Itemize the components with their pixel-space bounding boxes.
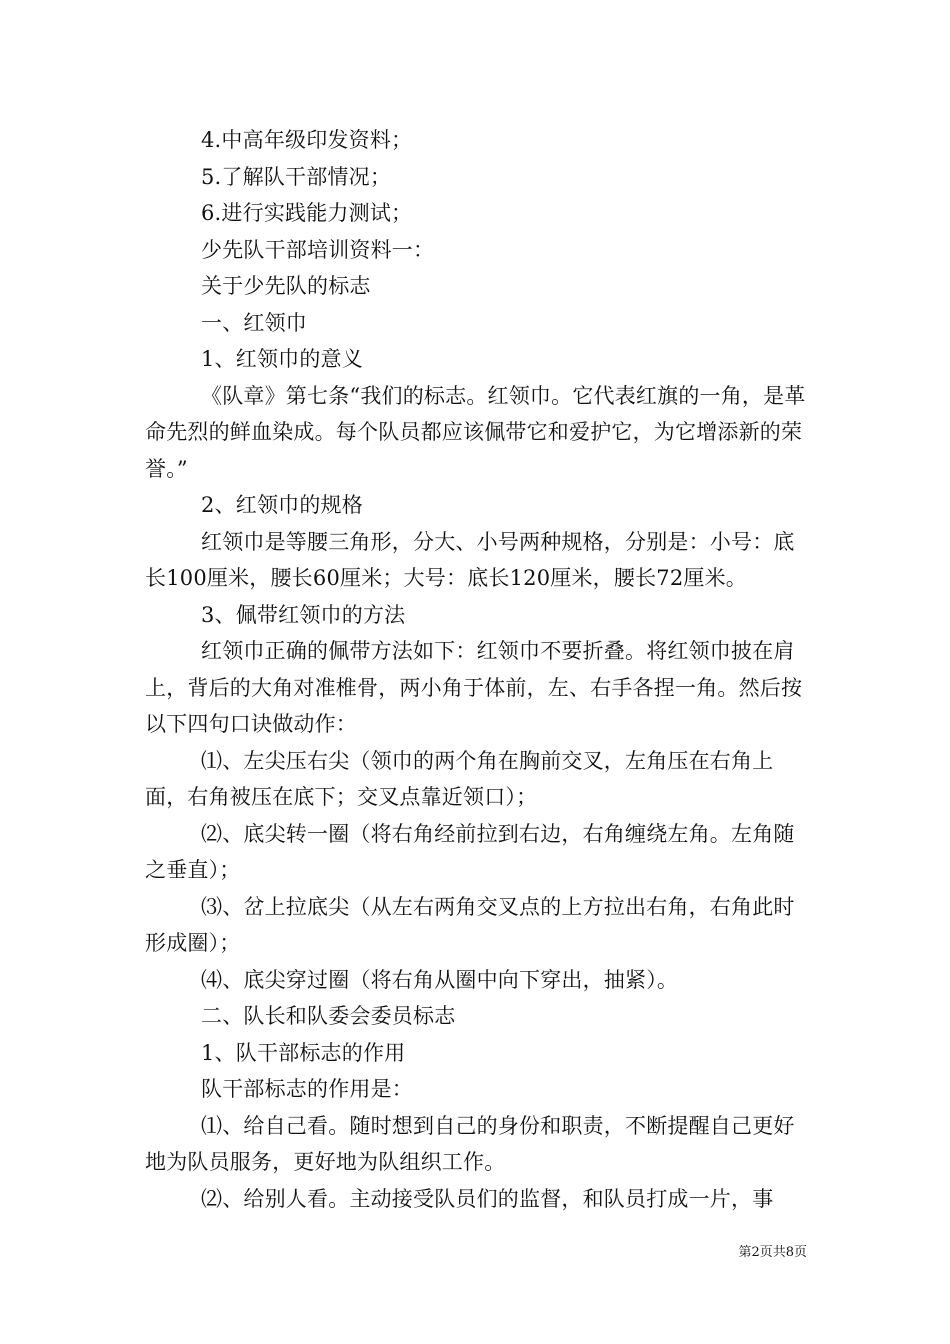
paragraph: 5.了解队干部情况； xyxy=(201,164,392,189)
heading-2: 1、队干部标志的作用 xyxy=(201,1040,406,1065)
heading-2: 2、红领巾的规格 xyxy=(201,493,363,517)
heading-2: 1、红领巾的意义 xyxy=(201,347,363,371)
heading-1: 一、红领巾 xyxy=(201,310,307,335)
heading-2: 3、佩带红领巾的方法 xyxy=(201,602,406,627)
paragraph: 红领巾正确的佩带方法如下：红领巾不要折叠。将红领巾披在肩上，背后的大角对准椎骨，两小角于体前，左、右手各捏一角。然后按以下四句口诀做动作： xyxy=(145,639,803,736)
section-title: 关于少先队的标志 xyxy=(201,274,371,298)
document-body xyxy=(145,122,810,1217)
paragraph: 6.进行实践能力测试； xyxy=(201,201,413,225)
list-item: ⑴、给自己看。随时想到自己的身份和职责，不断提醒自己更好地为队员服务，更好地为队组织工作。 xyxy=(145,1113,795,1174)
heading-1: 二、队长和队委会委员标志 xyxy=(201,1004,456,1028)
list-item: ⑷、底尖穿过圈（将右角从圈中向下穿出，抽紧）。 xyxy=(201,967,679,992)
paragraph: 红领巾是等腰三角形，分大、小号两种规格，分别是：小号：底长100厘米，腰长60厘米；大号：底长120厘米，腰长72厘米。 xyxy=(145,529,795,590)
list-item: ⑵、底尖转一圈（将右角经前拉到右边，右角缠绕左角。左角随之垂直）； xyxy=(145,821,795,882)
paragraph: 4.中高年级印发资料； xyxy=(201,128,413,152)
list-item: ⑵、给别人看。主动接受队员们的监督，和队员打成一片，事 xyxy=(201,1186,774,1211)
list-item: ⑴、左尖压右尖（领巾的两个角在胸前交叉，左角压在右角上面，右角被压在底下；交叉点靠近领口）； xyxy=(145,748,774,809)
paragraph: 《队章》第七条“我们的标志。红领巾。它代表红旗的一角，是革命先烈的鲜血染成。每个队员都应该佩带它和爱护它，为它增添新的荣誉。” xyxy=(145,383,806,481)
paragraph: 少先队干部培训资料一： xyxy=(201,237,435,262)
paragraph: 队干部标志的作用是： xyxy=(201,1077,413,1101)
list-item: ⑶、岔上拉底尖（从左右两角交叉点的上方拉出右角，右角此时形成圈）； xyxy=(145,894,795,955)
page-number: 第2页共8页 xyxy=(738,1245,807,1260)
